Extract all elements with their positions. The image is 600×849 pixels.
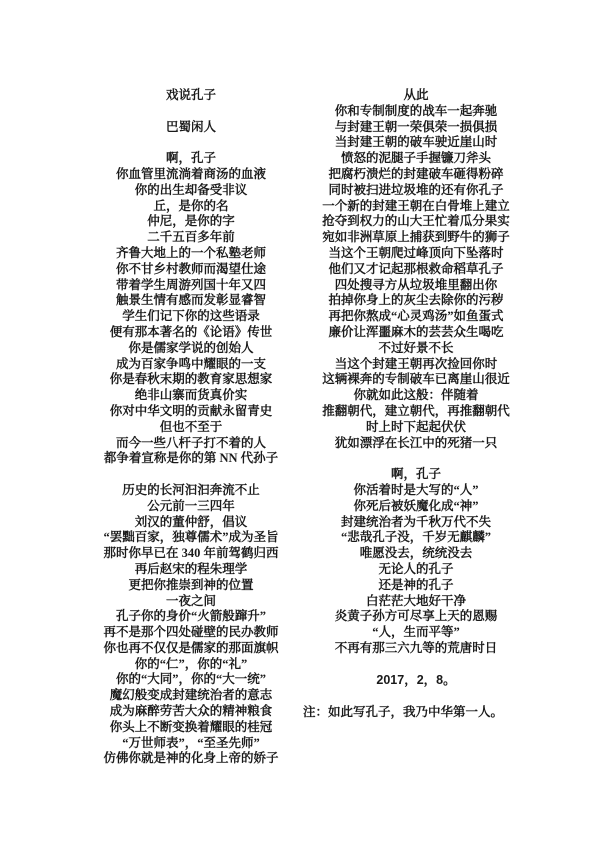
poem-line: 啊，孔子 bbox=[390, 467, 441, 482]
poem-line: 当这个王朝爬过峰顶向下坠落时 bbox=[328, 245, 504, 260]
poem-line: “罢黜百家，独尊儒术”成为圣旨 bbox=[103, 530, 279, 545]
poem-line: 再不是那个四处碰壁的民办教师 bbox=[103, 625, 279, 640]
poem-column-left bbox=[85, 88, 297, 767]
poem-line: 丘，是你的名 bbox=[153, 198, 229, 213]
poem-line: 四处搜寻方从垃圾堆里翻出你 bbox=[334, 277, 498, 292]
poem-line: 当封建王朝的破车驶近崖山时 bbox=[334, 135, 498, 150]
poem-stanza-3 bbox=[303, 88, 529, 451]
poem-line: 你的“仁”，你的“礼” bbox=[134, 656, 248, 671]
poem-line: 魔幻般变成封建统治者的意志 bbox=[109, 688, 273, 703]
poem-line: 一个新的封建王朝在白骨堆上建立 bbox=[322, 198, 510, 213]
poem-line: 时上时下起起伏伏 bbox=[365, 419, 466, 434]
poem-line: 推翻朝代，建立朝代，再推翻朝代 bbox=[322, 403, 510, 418]
poem-line: 你是儒家学说的创始人 bbox=[128, 340, 254, 355]
poem-line: 再后赵宋的程朱理学 bbox=[134, 561, 248, 576]
poem-line: 便有那本著名的《论语》传世 bbox=[109, 324, 273, 339]
poem-line: 仲尼，是你的字 bbox=[147, 214, 235, 229]
poem-line: 啊，孔子 bbox=[165, 151, 216, 166]
poem-line: 从此 bbox=[403, 88, 429, 102]
poem-line: 他们又才记起那根救命稻草孔子 bbox=[328, 261, 504, 276]
poem-line: 而今一些八杆子打不着的人 bbox=[115, 435, 266, 450]
poem-line: 这辆裸奔的专制破车已离崖山很近 bbox=[322, 372, 510, 387]
poem-column-right bbox=[303, 88, 529, 721]
poem-line: 你头上不断变换着耀眼的桂冠 bbox=[109, 719, 273, 734]
poem-line: 成为百家争鸣中耀眼的一支 bbox=[115, 356, 266, 371]
poem-line: 同时被扫进垃圾堆的还有你孔子 bbox=[328, 182, 504, 197]
poem-line: “悲哉孔子没，千岁无麒麟” bbox=[340, 530, 491, 545]
poem-line: 历史的长河汩汩奔流不止 bbox=[122, 482, 260, 497]
poem-author: 巴蜀闲人 bbox=[165, 119, 216, 134]
author-note: 注：如此写孔子，我乃中华第一人。 bbox=[303, 705, 504, 720]
poem-line: 不过好景不长 bbox=[378, 340, 454, 355]
poem-line: 你和专制制度的战车一起奔驰 bbox=[334, 103, 498, 118]
poem-line: 犹如漂浮在长江中的死猪一只 bbox=[334, 435, 498, 450]
poem-line: 再把你熬成“心灵鸡汤”如鱼蛋式 bbox=[328, 309, 504, 324]
poem-line: 公元前一三四年 bbox=[147, 498, 235, 513]
poem-line: 但也不至于 bbox=[159, 419, 223, 434]
poem-line: 触景生情有感而发彰显睿智 bbox=[115, 293, 266, 308]
poem-line: 你不甘乡村教师而渴望仕途 bbox=[115, 261, 266, 276]
poem-line: 把腐朽溃烂的封建破车砸得粉碎 bbox=[328, 166, 504, 181]
poem-line: 刘汉的董仲舒，倡议 bbox=[134, 514, 248, 529]
blank-line bbox=[85, 135, 297, 151]
poem-line: 你对中华文明的贡献永留青史 bbox=[109, 403, 273, 418]
poem-line: 当这个封建王朝再次捡回你时 bbox=[334, 356, 498, 371]
poem-line: 都争着宣称是你的第 NN 代孙子 bbox=[103, 451, 279, 466]
poem-line: 愤怒的泥腿子手握镰刀斧头 bbox=[340, 151, 491, 166]
poem-line: “人，生而平等” bbox=[372, 625, 460, 640]
poem-line: 二千五百多年前 bbox=[147, 230, 235, 245]
poem-line: 宛如非洲草原上捕获到野牛的狮子 bbox=[322, 230, 510, 245]
poem-line: 你也再不仅仅是儒家的那面旗帜 bbox=[103, 640, 279, 655]
poem-line: 更把你推崇到神的位置 bbox=[128, 577, 254, 592]
poem-line: 成为麻醉劳苦大众的精神粮食 bbox=[109, 704, 273, 719]
poem-line: 一夜之间 bbox=[165, 593, 216, 608]
poem-line: 不再有那三六九等的荒唐时日 bbox=[334, 640, 498, 655]
blank-line bbox=[85, 104, 297, 120]
poem-stanza-1 bbox=[85, 151, 297, 467]
poem-line: 孔子你的身价“火箭般蹿升” bbox=[115, 609, 266, 624]
poem-line: 你活着时是大写的“人” bbox=[353, 482, 479, 497]
blank-line bbox=[85, 467, 297, 483]
poem-line: “万世师表”，“至圣先师” bbox=[122, 735, 260, 750]
poem-line: 你是春秋末期的教育家思想家 bbox=[109, 372, 273, 387]
poem-line: 你就如此这般：伴随着 bbox=[353, 388, 479, 403]
poem-line: 带着学生周游列国十年又四 bbox=[115, 277, 266, 292]
poem-line: 还是神的孔子 bbox=[378, 577, 454, 592]
poem-line: 学生们记下你的这些语录 bbox=[122, 309, 260, 324]
poem-line: 与封建王朝一荣俱荣一损俱损 bbox=[334, 119, 498, 134]
blank-line bbox=[303, 451, 529, 467]
poem-line: 你死后被妖魔化成“神” bbox=[353, 498, 479, 513]
poem-line: 齐鲁大地上的一个私塾老师 bbox=[115, 245, 266, 260]
poem-stanza-2 bbox=[85, 483, 297, 767]
poem-line: 抢夺到权力的山大王忙着瓜分果实 bbox=[322, 214, 510, 229]
poem-line: 仿佛你就是神的化身上帝的娇子 bbox=[103, 751, 279, 766]
poem-title: 戏说孔子 bbox=[165, 88, 216, 102]
poem-line: 那时你早已在 340 年前驾鹤归西 bbox=[103, 546, 279, 561]
poem-line: 廉价让浑噩麻木的芸芸众生喝吃 bbox=[328, 324, 504, 339]
poem-line: 炎黄子孙方可尽享上天的恩赐 bbox=[334, 609, 498, 624]
poem-stanza-4 bbox=[303, 467, 529, 657]
poem-line: 绝非山寨而货真价实 bbox=[134, 388, 248, 403]
poem-line: 白茫茫大地好干净 bbox=[365, 593, 466, 608]
poem-line: 你的“大同”，你的“大一统” bbox=[115, 672, 266, 687]
poem-line: 你血管里流淌着商汤的血液 bbox=[115, 166, 266, 181]
poem-line: 无论人的孔子 bbox=[378, 561, 454, 576]
poem-line: 你的出生却备受非议 bbox=[134, 182, 248, 197]
poem-date: 2017，2，8。 bbox=[376, 672, 456, 687]
poem-line: 拍掉你身上的灰尘去除你的污秽 bbox=[328, 293, 504, 308]
poem-line: 封建统治者为千秋万代不失 bbox=[340, 514, 491, 529]
poem-line: 唯愿没去，统统没去 bbox=[359, 546, 473, 561]
